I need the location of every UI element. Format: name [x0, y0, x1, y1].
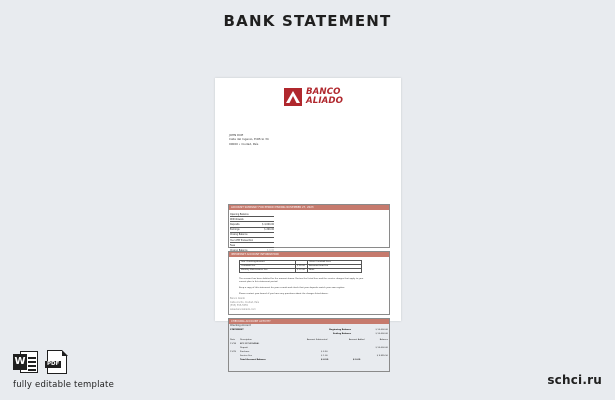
- column-header: Amount Added: [349, 338, 365, 341]
- pdf-file-icon: [47, 350, 67, 374]
- activity-subtracted: $ 4.50: [321, 358, 329, 361]
- summary-label: Withdrawals: [230, 217, 244, 221]
- activity-description: Deposit: [240, 346, 248, 349]
- template-caption: fully editable template: [13, 380, 115, 390]
- activity-subtracted: $ 3.50: [321, 350, 328, 353]
- logo-line-1: BANCO: [306, 87, 341, 97]
- beginning-balance-label: Beginning Balance: [329, 328, 351, 331]
- bank-logo-icon: [284, 88, 302, 106]
- fee-cell: Other Overdraft Fees: [308, 261, 362, 265]
- summary-label: Your ATM Transaction: [230, 238, 254, 242]
- column-header: Date: [230, 338, 235, 341]
- footer-website: www.bancoaliado.com: [230, 307, 256, 311]
- activity-date: 11/18: [230, 342, 236, 345]
- summary-value: $ 4,000.00: [262, 222, 274, 226]
- activity-section: [228, 318, 390, 372]
- activity-total-row: [229, 358, 389, 362]
- fee-cell: Overdraft Fee: [240, 265, 296, 269]
- fee-cell: $ 35.00: [296, 265, 308, 269]
- summary-label: Closing Balance: [230, 248, 248, 252]
- activity-description: Service Fee: [240, 354, 252, 357]
- info-note: Please contact your branch if you have any questions about the charges listed above.: [239, 293, 329, 295]
- pdf-page-fold: [62, 350, 68, 356]
- activity-description: Total Account Balance: [240, 358, 266, 361]
- activity-header: CHECKING ACCOUNT ACTIVITY: [229, 319, 389, 324]
- activity-subtracted: $ 1.00: [321, 354, 328, 357]
- footer-bank-name: Banco Aliado: [230, 297, 245, 300]
- important-info-header: IMPORTANT ACCOUNT INFORMATION: [229, 252, 389, 257]
- account-summary-table: [230, 212, 389, 254]
- fee-table: [239, 260, 362, 273]
- summary-label: Fees: [230, 243, 235, 247]
- activity-description: Purchase: [240, 350, 250, 353]
- footer-address: Calle Ancho, Ciudad, País: [230, 300, 260, 304]
- fee-cell: Monthly Maintenance Fee: [240, 269, 296, 273]
- brand-watermark: schci.ru: [547, 373, 602, 387]
- summary-label: Earnings: [230, 228, 240, 232]
- column-header: Balance: [379, 338, 388, 341]
- ending-balance-label: Ending Balance: [332, 332, 351, 335]
- statement-label: STATEMENT: [230, 328, 244, 331]
- summary-label: Closing Balance: [230, 233, 248, 237]
- fee-cell: None: [308, 269, 362, 273]
- activity-balance: $ 10,000.00: [375, 346, 388, 349]
- summary-label: Opening Balance: [230, 212, 249, 216]
- activity-added: $ 0.00: [353, 358, 361, 361]
- info-note: Keep a copy of this statement for your records and check that your deposits match your own register.: [239, 287, 345, 289]
- fee-cell: Returned Item Fee: [308, 265, 362, 269]
- info-note: The account has been debited for the amount shown. Review the listed fees and the service charges that apply to your current plan in this statement period.: [239, 278, 364, 283]
- client-street: Calle del Ingenio, Edificio 34: [229, 137, 269, 142]
- statement-preview: [215, 78, 401, 361]
- column-header: Amount Subtracted: [307, 338, 328, 341]
- summary-value: $ 0.00: [267, 248, 274, 252]
- client-address: [229, 133, 269, 146]
- word-file-icon: [13, 350, 39, 374]
- pdf-label: PDF: [47, 361, 60, 367]
- activity-balance: $ 9,995.50: [376, 354, 388, 357]
- client-name: JOHN DOE: [229, 133, 244, 137]
- account-summary-section: [228, 204, 390, 252]
- summary-value: $ 200.00: [264, 228, 274, 232]
- column-header: Description: [240, 338, 252, 341]
- fee-table-row: [240, 269, 362, 273]
- account-summary-header: ACCOUNT SUMMARY FOR PERIOD ENDING NOVEMBER 27, 2023: [229, 205, 389, 210]
- footer-phone: (555) 555-5555: [230, 304, 248, 307]
- fee-cell: $ 12.00: [296, 269, 308, 273]
- file-format-icons: [13, 350, 67, 374]
- client-city: 00000 • Ciudad, País: [229, 141, 259, 146]
- activity-account: Checking Account: [230, 324, 251, 327]
- activity-date: 11/29: [230, 350, 236, 353]
- beginning-balance-value: $ 10,000.00: [375, 328, 388, 331]
- ending-balance-value: $ 10,000.00: [375, 332, 388, 335]
- activity-description: ATM WITHDRAWAL: [240, 342, 260, 345]
- page-title: BANK STATEMENT: [223, 12, 392, 30]
- ending-balance-row: [229, 332, 389, 336]
- summary-label: Deposits: [230, 222, 240, 226]
- bank-logo-text: [306, 88, 343, 106]
- bank-contact-footer: [230, 297, 259, 311]
- word-letter: W: [13, 354, 27, 370]
- fee-cell: Your Checking Account: [240, 261, 296, 265]
- logo-line-2: ALIADO: [306, 96, 344, 106]
